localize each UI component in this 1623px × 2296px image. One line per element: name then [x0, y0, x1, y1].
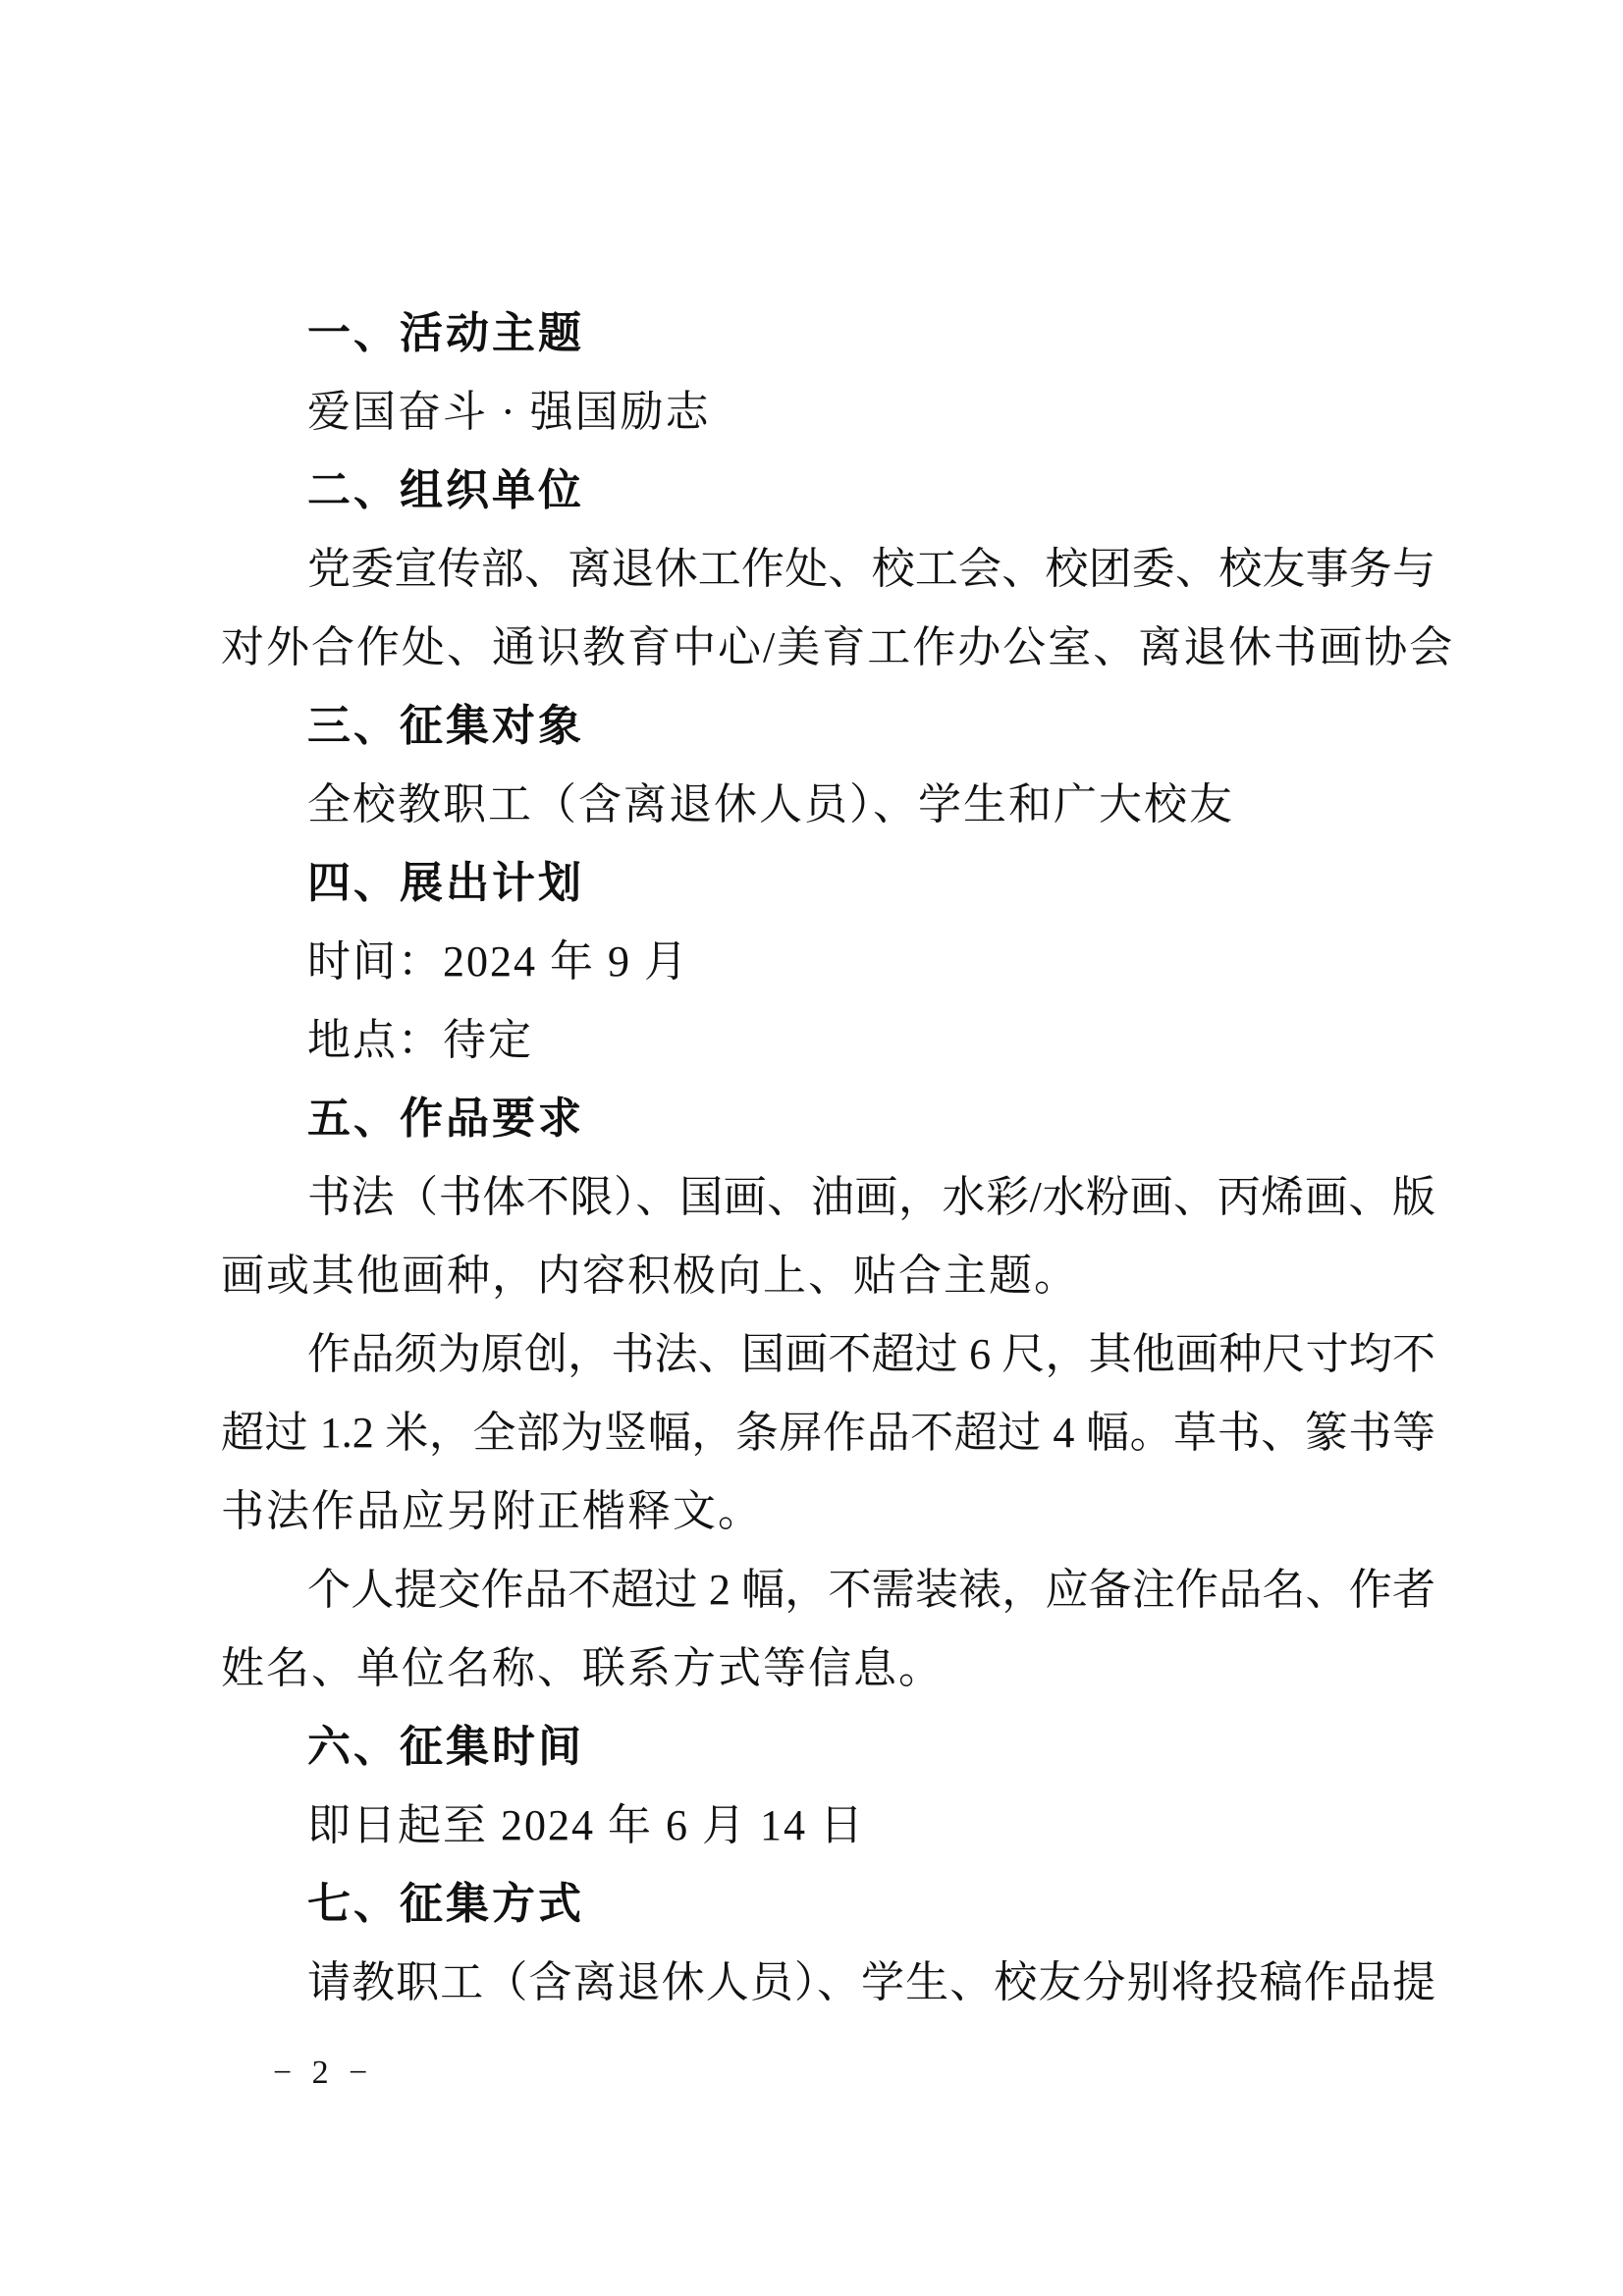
paragraph-line: 时间：2024 年 9 月 — [307, 937, 689, 986]
paragraph-line: 超过 1.2 米，全部为竖幅，条屏作品不超过 4 幅。草书、篆书等 — [221, 1409, 1435, 1457]
heading-collection-period: 六、征集时间 — [307, 1723, 584, 1771]
paragraph-line: 对外合作处、通识教育中心/美育工作办公室、离退休书画协会 — [221, 623, 1455, 671]
paragraph-line: 全校教职工（含离退休人员）、学生和广大校友 — [307, 780, 1234, 828]
paragraph-line: 党委宣传部、离退休工作处、校工会、校团委、校友事务与 — [307, 545, 1435, 593]
paragraph-line: 个人提交作品不超过 2 幅，不需装裱，应备注作品名、作者 — [307, 1566, 1435, 1614]
paragraph-line: 画或其他画种，内容积极向上、贴合主题。 — [221, 1252, 1079, 1300]
paragraph-line: 作品须为原创，书法、国画不超过 6 尺，其他画种尺寸均不 — [307, 1330, 1435, 1378]
document-body — [221, 294, 1455, 2022]
heading-exhibition-plan: 四、展出计划 — [307, 859, 584, 907]
heading-organizers: 二、组织单位 — [307, 466, 584, 514]
heading-activity-theme: 一、活动主题 — [307, 309, 584, 357]
paragraph-line: 书法作品应另附正楷释文。 — [221, 1487, 763, 1535]
paragraph-line: 爱国奋斗 · 强国励志 — [307, 388, 711, 436]
paragraph-line: 请教职工（含离退休人员）、学生、校友分别将投稿作品提 — [307, 1958, 1435, 2006]
paragraph-line: 姓名、单位名称、联系方式等信息。 — [221, 1644, 944, 1692]
page-number: − 2 − — [273, 2055, 374, 2091]
paragraph-line: 书法（书体不限）、国画、油画，水彩/水粉画、丙烯画、版 — [307, 1173, 1435, 1221]
paragraph-line: 地点：待定 — [307, 1016, 533, 1064]
heading-work-requirements: 五、作品要求 — [307, 1095, 584, 1143]
heading-collection-method: 七、征集方式 — [307, 1880, 584, 1928]
heading-collection-targets: 三、征集对象 — [307, 702, 584, 750]
paragraph-line: 即日起至 2024 年 6 月 14 日 — [307, 1801, 865, 1849]
